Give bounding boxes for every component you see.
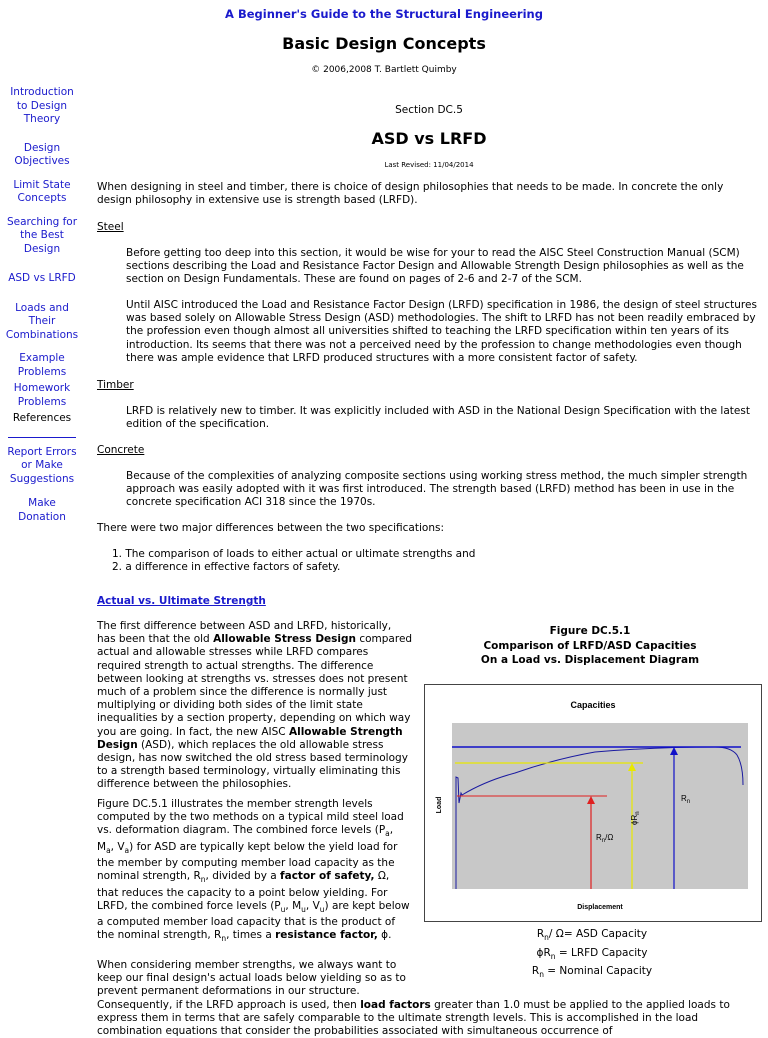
- figure-title-line: Figure DC.5.1: [549, 625, 631, 637]
- text: compared actual and allowable stresses while LRFD compares required strength to actual strengths. The difference between looking at strengths vs. stresses does not present much of a problem since the difference is normally just multiplying or dividing both sides of the limit state inequalities by a section property, depending on which way you are going. In fact, the new AISC: [97, 633, 413, 738]
- nav-line: Design: [23, 242, 61, 255]
- text: R: [536, 928, 545, 940]
- text: ϕ.: [377, 929, 392, 942]
- text: , M: [97, 824, 394, 853]
- copyright: © 2006,2008 T. Bartlett Quimby: [311, 65, 457, 75]
- page-title: Basic Design Concepts: [282, 34, 486, 53]
- legend-nominal: [424, 964, 760, 983]
- text: R: [531, 965, 540, 978]
- label-sub: n: [601, 838, 606, 844]
- text: , M: [285, 899, 302, 912]
- subscript: u: [301, 904, 306, 914]
- label-sub: n: [686, 799, 691, 805]
- intro-paragraph: When designing in steel and timber, there is choice of design philosophies that needs to be made. In concrete the only design philosophy in extensive use is strength based (LRFD).: [97, 181, 724, 207]
- nav-line: or Make: [21, 459, 63, 471]
- text: = LRFD Capacity: [555, 946, 648, 959]
- concrete-heading: Concrete: [97, 444, 145, 456]
- text: , V: [305, 899, 320, 912]
- nav-line: Their: [28, 315, 56, 327]
- text-bold: load factors: [360, 998, 431, 1011]
- subscript: a: [385, 829, 390, 839]
- nav-line: Objectives: [14, 155, 70, 167]
- text: ϕR: [536, 946, 551, 959]
- last-revised: Last Revised: 11/04/2014: [384, 161, 474, 169]
- nav-line: Design: [23, 141, 61, 154]
- text-bold: resistance factor,: [275, 929, 378, 942]
- sidebar-item-report-errors[interactable]: [0, 446, 84, 487]
- text: , times a: [226, 929, 276, 942]
- y-axis-label: Load: [436, 796, 443, 814]
- sidebar-item-make-donation[interactable]: [0, 497, 84, 524]
- subscript: u: [280, 904, 286, 914]
- sidebar-item-asd-vs-lrfd[interactable]: [0, 272, 84, 286]
- text: (ASD), which replaces the old allowable stress design, has now switched the old stress based terminology to a strength based terminology, virtually eliminating this difference between the philosophies.: [97, 738, 408, 791]
- list-item: 2. a difference in effective factors of safety.: [112, 561, 341, 574]
- label-text: R: [681, 794, 687, 803]
- nav-line: to Design: [16, 99, 68, 112]
- nav-line: Combinations: [5, 328, 79, 341]
- text: Ω, that reduces the capacity to a point below yielding. For LRFD, the combined force levels (P: [97, 870, 390, 912]
- sidebar-item-homework-problems[interactable]: [0, 382, 84, 409]
- text: , V: [110, 840, 125, 853]
- nav-line: Problems: [17, 395, 67, 408]
- concrete-paragraph: Because of the complexities of analyzing composite sections using working stress method, the much simpler strength approach was easily adopted with it was first introduced. The strength based (LRFD) method has been in use in the concrete specification ACI 318 since the 1970s.: [126, 470, 748, 509]
- steel-paragraph-2: Until AISC introduced the Load and Resistance Factor Design (LRFD) specification in 1986, the design of steel structures was based solely on Allowable Stress Design (ASD) methodologies. The shift to LRFD has not been readily embraced by the profession even though almost all universities shifted to teaching the LRFD specification within ten years of its introduction. Its seems that there was not a perceived need by the profession to change methodologies even though there was ample evidence that LRFD produced structures with a more consistent factor of safety.: [126, 299, 757, 364]
- steel-paragraph-1: Before getting too deep into this section, it would be wise for your to read the AISC Steel Construction Manual (SCM) sections describing the Load and Resistance Factor Design and Allowable Strength Design philosophies as well as the section on Design Fundamentals. These are found on pages of 2-6 and 2-7 of the SCM.: [126, 247, 744, 286]
- capacity-figure: [424, 684, 762, 922]
- chart-title: Capacities: [570, 700, 616, 710]
- figure-title: [470, 624, 710, 668]
- text: ) are kept below a computed member load capacity that is the product of the nominal strength, R: [97, 899, 410, 942]
- text: Figure DC.5.1 illustrates the member strength levels computed by the two methods on a typical mild steel load vs. deformation diagram. The combined force levels (P: [97, 798, 404, 837]
- text-bold: Allowable Stress Design: [213, 633, 356, 646]
- text: When considering member strengths, we always want to keep our final design's actual loads below yielding so as to prevent permanent deformations in our structure. Consequently, if the LRFD approach is used, then: [97, 959, 406, 1011]
- list-item: 1. The comparison of loads to either actual or ultimate strengths and: [112, 548, 476, 560]
- nav-line: Concepts: [17, 192, 67, 204]
- label-text: /Ω: [605, 833, 614, 842]
- timber-paragraph: LRFD is relatively new to timber. It was explicitly included with ASD in the National Design Specification with the latest edition of the specification.: [126, 405, 750, 431]
- x-axis-label: Displacement: [577, 904, 623, 911]
- text: The first difference between ASD and LRFD, historically, has been that the old: [97, 620, 392, 646]
- subscript: a: [124, 845, 130, 855]
- actual-vs-ultimate-heading[interactable]: Actual vs. Ultimate Strength: [97, 595, 266, 607]
- list-item-text: The comparison of loads to either actual or ultimate strengths and: [125, 548, 476, 560]
- differences-lead: There were two major differences between the two specifications:: [97, 522, 444, 534]
- sidebar-item-loads[interactable]: [0, 302, 84, 343]
- nav-line: Donation: [18, 510, 66, 523]
- nav-line: Searching for: [6, 215, 78, 228]
- nav-line: Problems: [17, 365, 67, 378]
- sidebar-divider: [8, 437, 76, 438]
- nav-line: Introduction: [10, 86, 74, 98]
- steel-heading: Steel: [97, 221, 124, 233]
- actual-paragraph-2: [97, 798, 413, 946]
- subscript: a: [106, 845, 111, 855]
- section-number: Section DC.5: [395, 104, 463, 116]
- plot-area: [452, 723, 748, 889]
- text: , divided by a: [205, 870, 281, 883]
- figure-title-line: Comparison of LRFD/ASD Capacities: [483, 639, 697, 652]
- timber-heading: Timber: [97, 379, 134, 391]
- figure-title-line: On a Load vs. Displacement Diagram: [480, 654, 700, 666]
- text: = Nominal Capacity: [543, 965, 653, 978]
- text-bold: factor of safety,: [280, 870, 375, 883]
- actual-paragraph-1: [97, 620, 413, 792]
- nav-line: Limit State: [13, 178, 71, 191]
- text: ) for ASD are typically kept below the yield load for the member by computing member load capacity as the nominal strength, R: [97, 840, 398, 883]
- text: / Ω= ASD Capacity: [548, 928, 648, 940]
- nav-line: Suggestions: [9, 472, 75, 485]
- sidebar-item-references: [0, 412, 84, 426]
- subscript: n: [539, 970, 544, 980]
- label-text: R: [596, 833, 602, 842]
- legend-lrfd: [424, 946, 760, 965]
- nav-line: ASD vs LRFD: [8, 272, 76, 284]
- top-guide-link[interactable]: A Beginner's Guide to the Structural Engineering: [225, 7, 543, 21]
- subscript: n: [550, 951, 556, 961]
- label-text: ϕR: [630, 814, 639, 825]
- sidebar-item-limit-state[interactable]: [0, 179, 84, 206]
- legend-asd: [424, 927, 760, 946]
- sidebar-item-design-objectives[interactable]: [0, 142, 84, 169]
- list-item-text: a difference in effective factors of safety.: [125, 561, 341, 574]
- nav-line: Make: [28, 497, 56, 509]
- sidebar-item-searching[interactable]: [0, 216, 84, 257]
- figure-legend: [424, 927, 760, 983]
- label-sub: n: [635, 811, 641, 815]
- nav-line: Loads and: [15, 301, 69, 314]
- differences-list: [112, 548, 752, 574]
- nav-line: Homework: [13, 382, 71, 394]
- text: greater than 1.0 must be applied to the applied loads to express them in terms that are safely comparable to the ultimate strength levels. This is accomplished in the load combination equations that consider the probabilities associated with simultaneous occurrence of: [97, 998, 730, 1038]
- capacity-chart: [425, 685, 761, 921]
- section-title: ASD vs LRFD: [371, 129, 487, 148]
- text-bold: Allowable Strength Design: [97, 725, 403, 751]
- nav-line: the Best: [20, 229, 64, 241]
- nav-line: References: [12, 412, 72, 424]
- sidebar-item-example-problems[interactable]: [0, 352, 84, 379]
- subscript: u: [319, 904, 325, 914]
- nav-line: Report Errors: [7, 445, 77, 458]
- nav-line: Example: [19, 352, 65, 364]
- sidebar-nav: [0, 86, 84, 524]
- subscript: n: [544, 933, 549, 943]
- sidebar-item-introduction[interactable]: [0, 86, 84, 127]
- subscript: n: [221, 934, 227, 944]
- nav-line: Theory: [23, 113, 61, 125]
- subscript: n: [200, 875, 206, 885]
